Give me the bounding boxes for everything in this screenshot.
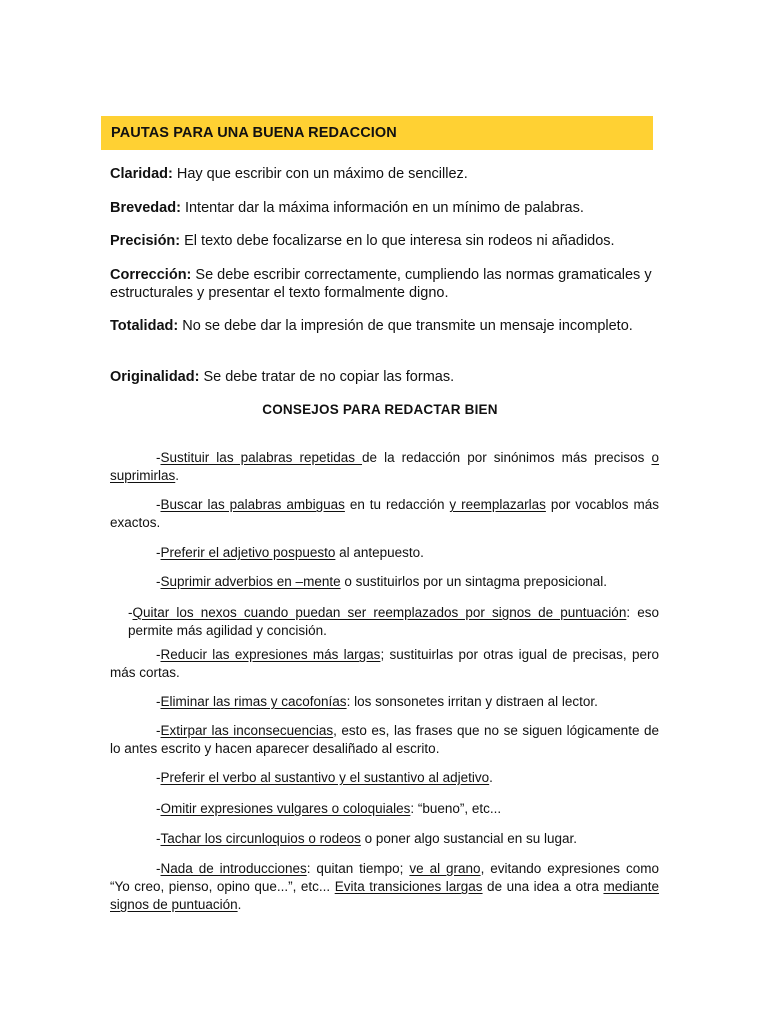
tip-text: en tu redacción	[344, 497, 450, 512]
tip-dash: -	[156, 545, 161, 560]
tip-text: al antepuesto.	[335, 545, 424, 560]
tip-dash: -	[156, 861, 161, 876]
tip-text: por vocablos más exactos.	[110, 497, 659, 530]
tip-text: o sustituirlos por un sintagma preposicional.	[340, 574, 607, 589]
definition-term: Brevedad:	[110, 200, 181, 216]
definition-text: Se debe escribir correctamente, cumpliendo las normas gramaticales y estructurales y presentar el texto formalmente digno.	[110, 267, 652, 301]
definition-term: Precisión:	[110, 233, 181, 249]
definition-term: Originalidad:	[110, 369, 200, 385]
definition-term: Totalidad:	[110, 318, 179, 334]
tip-text: , esto es, las frases que no se siguen lógicamente de lo antes escrito y hacen aparecer desaliñado al escrito.	[110, 723, 659, 756]
tip-dash: -	[156, 831, 161, 846]
definition-term: Corrección:	[110, 267, 192, 283]
tip-text: .	[489, 770, 493, 785]
section-title: CONSEJOS PARA REDACTAR BIEN	[262, 402, 498, 417]
definition-text: Se debe tratar de no copiar las formas.	[199, 369, 455, 385]
tip-underlined: Omitir expresiones vulgares o coloquiales	[160, 801, 411, 816]
tip-item	[110, 830, 659, 848]
tip-item	[110, 769, 659, 787]
tip-underlined: Reducir las expresiones más largas	[160, 647, 381, 662]
tip-dash: -	[156, 647, 161, 662]
tip-text: ; sustituirlas por otras igual de precisas, pero más cortas.	[110, 647, 659, 680]
tip-item	[110, 544, 659, 562]
tip-text: .	[237, 897, 242, 912]
tip-underlined: Sustituir las palabras repetidas	[160, 450, 363, 465]
tip-underlined: Nada de introducciones	[160, 861, 307, 876]
tip-dash: -	[156, 801, 161, 816]
tip-text: , evitando expresiones como “Yo creo, pienso, opino que...”, etc...	[110, 861, 659, 894]
tip-underlined: y reemplazarlas	[449, 497, 546, 512]
definition-text: No se debe dar la impresión de que transmite un mensaje incompleto.	[178, 318, 633, 334]
tip-underlined: Preferir el adjetivo pospuesto	[160, 545, 336, 560]
title-banner	[101, 116, 653, 150]
definition-text: Intentar dar la máxima información en un mínimo de palabras.	[180, 200, 584, 216]
tip-item	[110, 496, 659, 532]
tip-dash: -	[156, 770, 161, 785]
definition-text: El texto debe focalizarse en lo que interesa sin rodeos ni añadidos.	[180, 233, 615, 249]
tip-underlined: Suprimir adverbios en –mente	[160, 574, 341, 589]
tip-dash: -	[156, 694, 161, 709]
tip-item	[110, 646, 659, 682]
tip-text: o poner algo sustancial en su lugar.	[360, 831, 578, 846]
tip-dash: -	[156, 450, 161, 465]
tip-text: : los sonsonetes irritan y distraen al lector.	[346, 694, 598, 709]
definition-term: Claridad:	[110, 166, 173, 182]
tip-text: .	[175, 468, 180, 483]
document-title: PAUTAS PARA UNA BUENA REDACCION	[111, 125, 397, 141]
definition-originalidad	[110, 369, 660, 387]
definition-brevedad	[110, 200, 660, 218]
tip-item	[110, 693, 659, 711]
tip-dash: -	[156, 497, 161, 512]
definition-claridad	[110, 166, 660, 184]
tip-item	[128, 604, 659, 640]
tip-underlined: mediante signos de puntuación	[110, 879, 659, 912]
tip-text: de la redacción por sinónimos más precisos	[362, 450, 652, 465]
tip-underlined: ve al grano	[409, 861, 481, 876]
tip-underlined: Eliminar las rimas y cacofonías	[160, 694, 347, 709]
tip-underlined: o suprimirlas	[110, 450, 659, 483]
tip-text: : “bueno”, etc...	[410, 801, 502, 816]
tip-text: : eso permite más agilidad y concisión.	[128, 605, 659, 638]
tip-dash: -	[156, 723, 161, 738]
tip-item	[110, 860, 659, 914]
definition-precision	[110, 233, 660, 251]
tip-dash: -	[156, 574, 161, 589]
definition-text: Hay que escribir con un máximo de sencillez.	[172, 166, 468, 182]
definition-correccion	[110, 267, 660, 302]
tip-dash: -	[128, 605, 133, 620]
tip-text: : quitan tiempo;	[306, 861, 410, 876]
tip-underlined: Tachar los circunloquios o rodeos	[160, 831, 361, 846]
tip-underlined: Buscar las palabras ambiguas	[160, 497, 345, 512]
tip-underlined: Extirpar las inconsecuencias	[160, 723, 334, 738]
tip-text: de una idea a otra	[482, 879, 604, 894]
tip-underlined: Preferir el verbo al sustantivo y el sustantivo al adjetivo	[160, 770, 490, 785]
tip-item	[110, 722, 659, 758]
definition-totalidad	[110, 318, 660, 336]
tip-item	[110, 800, 659, 818]
tip-item	[110, 573, 659, 591]
tip-underlined: Evita transiciones largas	[334, 879, 483, 894]
tip-item	[110, 449, 659, 485]
tip-underlined: Quitar los nexos cuando puedan ser reemplazados por signos de puntuación	[132, 605, 627, 620]
